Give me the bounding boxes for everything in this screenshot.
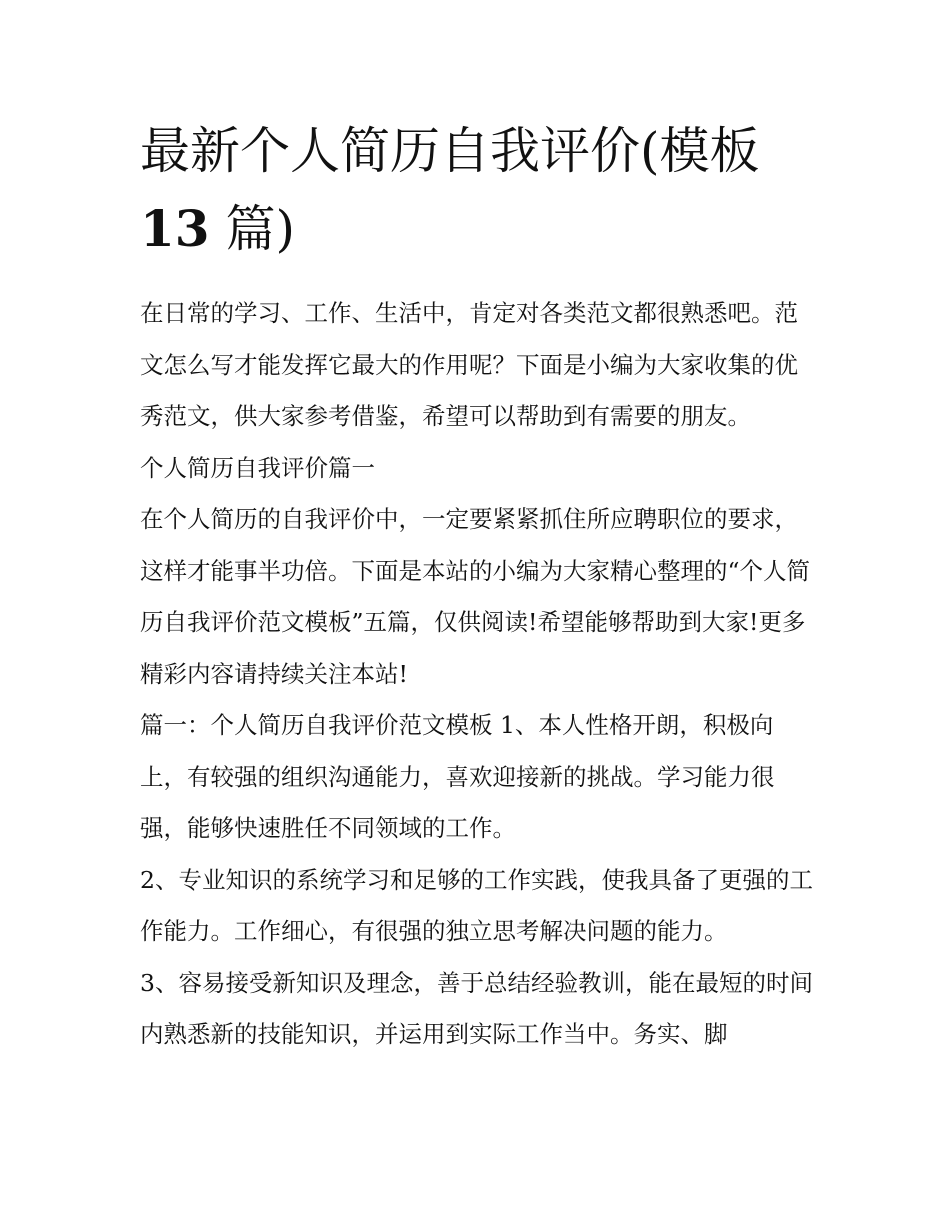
template-item-1: 篇一：个人简历自我评价范文模板 1、本人性格开朗，积极向上，有较强的组织沟通能力，喜欢迎接新的挑战。学习能力很强，能够快速胜任不同领域的工作。 — [140, 711, 775, 842]
template-item-3: 3、容易接受新知识及理念，善于总结经验教训，能在最短的时间内熟悉新的技能知识，并运用到实际工作当中。务实、脚 — [140, 968, 813, 1048]
title-number: 13 — [140, 199, 210, 258]
document-content — [140, 112, 820, 1061]
intro-paragraph: 在日常的学习、工作、生活中，肯定对各类范文都很熟悉吧。范文怎么写才能发挥它最大的作用呢？下面是小编为大家收集的优秀范文，供大家参考借鉴，希望可以帮助到有需要的朋友。 — [140, 299, 798, 430]
title-line-2: 篇) — [225, 200, 296, 258]
section-paragraph: 在个人简历的自我评价中，一定要紧紧抓住所应聘职位的要求，这样才能事半功倍。下面是本站的小编为大家精心整理的“个人简历自我评价范文模板”五篇，仅供阅读!希望能够帮助到大家!更多精彩内容请持续关注本站! — [140, 505, 811, 688]
title-line-1: 最新个人简历自我评价(模板 — [140, 122, 760, 180]
section-heading: 个人简历自我评价篇一 — [140, 453, 375, 482]
document-title — [140, 112, 780, 268]
template-item-2: 2、专业知识的系统学习和足够的工作实践，使我具备了更强的工作能力。工作细心，有很强的独立思考解决问题的能力。 — [140, 865, 813, 945]
